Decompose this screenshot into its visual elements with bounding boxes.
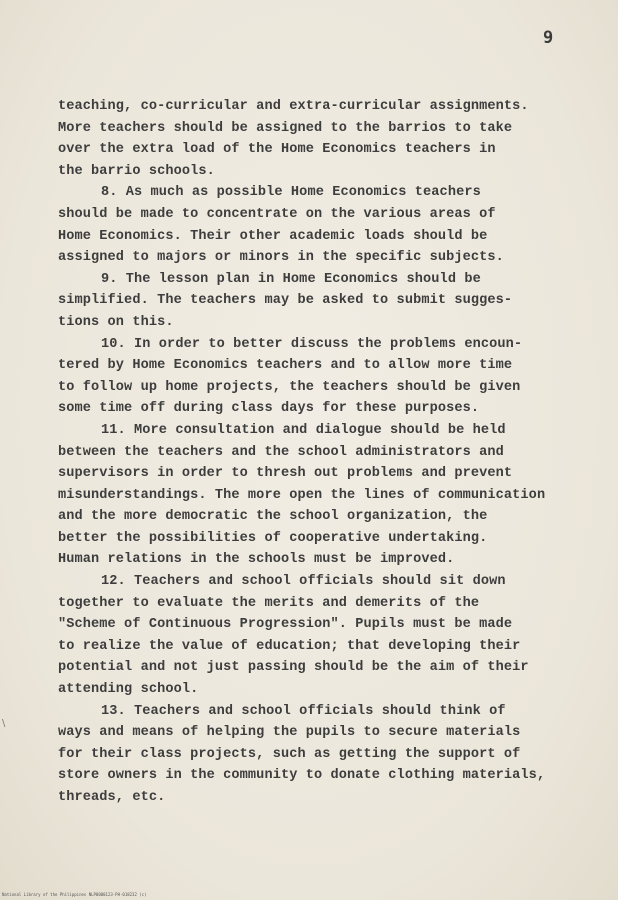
text-line: assigned to majors or minors in the specific subjects.: [58, 250, 504, 266]
text-line: the barrio schools.: [58, 163, 215, 179]
text-line: should be made to concentrate on the various areas of: [58, 206, 496, 222]
text-line: to realize the value of education; that developing their: [58, 638, 521, 654]
text-line: "Scheme of Continuous Progression". Pupils must be made: [58, 617, 513, 633]
page-number: 9: [543, 28, 554, 48]
text-line: teaching, co-curricular and extra-curricular assignments.: [58, 99, 529, 114]
text-line: store owners in the community to donate clothing materials,: [58, 768, 546, 784]
text-line: Home Economics. Their other academic loads should be: [58, 228, 488, 244]
text-line: between the teachers and the school administrators and: [58, 444, 504, 460]
text-line: better the possibilities of cooperative undertaking.: [58, 530, 488, 546]
text-line: misunderstandings. The more open the lines of communication: [58, 487, 546, 503]
text-line: attending school.: [58, 682, 199, 698]
margin-mark: \: [2, 718, 6, 729]
text-line: tions on this.: [58, 314, 174, 330]
text-line: tered by Home Economics teachers and to allow more time: [58, 358, 513, 374]
text-line: supervisors in order to thresh out problems and prevent: [58, 466, 513, 482]
text-line: 9. The lesson plan in Home Economics should be: [101, 271, 481, 287]
scan-footer: National Library of the Philippines NLP0000123·PH·018232 (c): [2, 892, 147, 897]
text-line: potential and not just passing should be the aim of their: [58, 660, 529, 676]
text-line: simplified. The teachers may be asked to submit sugges-: [58, 293, 513, 309]
body-text: [58, 96, 614, 809]
text-line: together to evaluate the merits and demerits of the: [58, 595, 480, 611]
text-line: More teachers should be assigned to the barrios to take: [58, 120, 513, 136]
text-line: 10. In order to better discuss the problems encoun-: [101, 336, 523, 352]
text-line: Human relations in the schools must be improved.: [58, 552, 455, 568]
text-line: over the extra load of the Home Economics teachers in: [58, 142, 496, 158]
text-line: and the more democratic the school organization, the: [58, 509, 488, 525]
text-line: to follow up home projects, the teachers should be given: [58, 379, 521, 395]
text-line: 12. Teachers and school officials should sit down: [101, 574, 506, 590]
text-line: for their class projects, such as getting the support of: [58, 746, 521, 762]
text-line: 8. As much as possible Home Economics teachers: [101, 185, 481, 201]
text-line: ways and means of helping the pupils to secure materials: [58, 725, 521, 741]
text-line: 13. Teachers and school officials should think of: [101, 703, 506, 719]
text-line: 11. More consultation and dialogue should be held: [101, 422, 506, 438]
text-line: some time off during class days for these purposes.: [58, 401, 480, 417]
text-line: threads, etc.: [58, 790, 166, 805]
